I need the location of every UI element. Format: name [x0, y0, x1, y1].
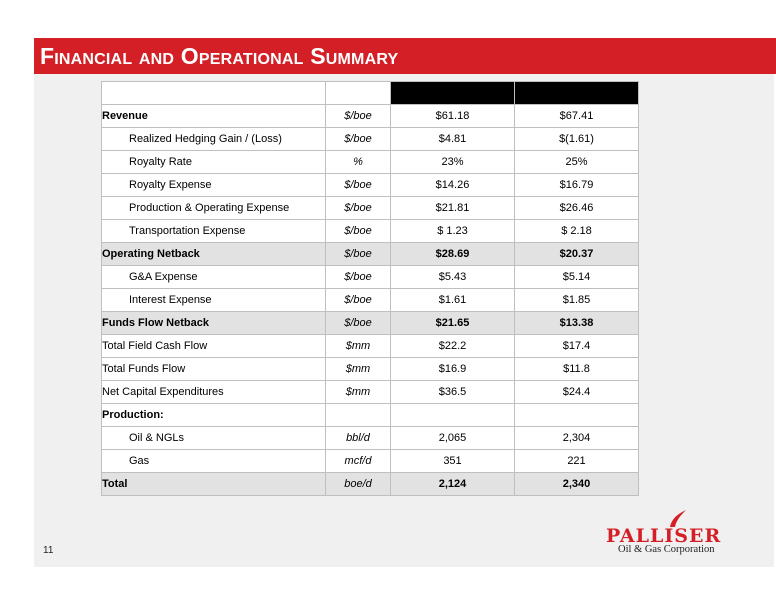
value-2013: $17.4 — [515, 335, 639, 358]
company-logo — [606, 508, 736, 558]
row-label: Realized Hedging Gain / (Loss) — [102, 128, 326, 151]
row-label: G&A Expense — [102, 266, 326, 289]
value-2013: 221 — [515, 450, 639, 473]
value-2012: $1.61 — [391, 289, 515, 312]
row-label: Total Funds Flow — [102, 358, 326, 381]
row-label: Royalty Expense — [102, 174, 326, 197]
table-row — [102, 381, 639, 404]
row-unit: $mm — [326, 381, 391, 404]
value-2012: $21.65 — [391, 312, 515, 335]
row-unit: $/boe — [326, 197, 391, 220]
value-2012: $36.5 — [391, 381, 515, 404]
table-row — [102, 197, 639, 220]
table-row — [102, 266, 639, 289]
table-row — [102, 128, 639, 151]
row-label: Funds Flow Netback — [102, 312, 326, 335]
row-unit: % — [326, 151, 391, 174]
value-2013: $24.4 — [515, 381, 639, 404]
row-label: Oil & NGLs — [102, 427, 326, 450]
row-unit: $mm — [326, 335, 391, 358]
table-row — [102, 450, 639, 473]
value-2013: 2,304 — [515, 427, 639, 450]
value-2012: $16.9 — [391, 358, 515, 381]
table-row-total — [102, 473, 639, 496]
value-2012: $14.26 — [391, 174, 515, 197]
row-unit: $/boe — [326, 174, 391, 197]
value-2013: $5.14 — [515, 266, 639, 289]
value-2013: $(1.61) — [515, 128, 639, 151]
value-2013 — [515, 404, 639, 427]
value-2012: $28.69 — [391, 243, 515, 266]
page-number: 11 — [43, 545, 54, 556]
row-unit: $/boe — [326, 105, 391, 128]
row-label: Transportation Expense — [102, 220, 326, 243]
header-blank-unit — [326, 82, 391, 105]
row-label: Production & Operating Expense — [102, 197, 326, 220]
row-label: Total Field Cash Flow — [102, 335, 326, 358]
value-2012: $4.81 — [391, 128, 515, 151]
row-unit: $/boe — [326, 289, 391, 312]
value-2012: 351 — [391, 450, 515, 473]
table-row — [102, 174, 639, 197]
logo-wordmark: PALLISER — [606, 525, 722, 547]
table-header-row — [102, 82, 639, 105]
page-title: Financial and Operational Summary — [40, 43, 399, 69]
row-label: Operating Netback — [102, 243, 326, 266]
value-2013: $11.8 — [515, 358, 639, 381]
value-2012: $ 1.23 — [391, 220, 515, 243]
row-unit: $mm — [326, 358, 391, 381]
header-blank-label — [102, 82, 326, 105]
row-label: Gas — [102, 450, 326, 473]
value-2013: 2,340 — [515, 473, 639, 496]
row-unit: bbl/d — [326, 427, 391, 450]
column-header-2013: 2013 Actual — [515, 82, 639, 105]
value-2012: $22.2 — [391, 335, 515, 358]
value-2012: 2,124 — [391, 473, 515, 496]
value-2012: 2,065 — [391, 427, 515, 450]
value-2012: $61.18 — [391, 105, 515, 128]
table-row — [102, 335, 639, 358]
table-row — [102, 220, 639, 243]
table-row-subtotal — [102, 243, 639, 266]
logo-subtitle: Oil & Gas Corporation — [618, 544, 715, 555]
value-2013: $ 2.18 — [515, 220, 639, 243]
column-header-2012: 2012 Actual — [391, 82, 515, 105]
row-label: Interest Expense — [102, 289, 326, 312]
value-2013: $13.38 — [515, 312, 639, 335]
value-2012: $5.43 — [391, 266, 515, 289]
row-unit: mcf/d — [326, 450, 391, 473]
value-2013: 25% — [515, 151, 639, 174]
title-bar — [34, 38, 776, 74]
table-row — [102, 151, 639, 174]
value-2013: $1.85 — [515, 289, 639, 312]
value-2013: $16.79 — [515, 174, 639, 197]
row-label: Royalty Rate — [102, 151, 326, 174]
row-unit: $/boe — [326, 128, 391, 151]
table-row-subtotal — [102, 312, 639, 335]
row-unit: $/boe — [326, 266, 391, 289]
row-label: Net Capital Expenditures — [102, 381, 326, 404]
value-2012 — [391, 404, 515, 427]
row-label: Revenue — [102, 105, 326, 128]
row-unit: $/boe — [326, 312, 391, 335]
row-label: Total — [102, 473, 326, 496]
table-row — [102, 358, 639, 381]
value-2012: $21.81 — [391, 197, 515, 220]
row-unit: $/boe — [326, 243, 391, 266]
value-2013: $26.46 — [515, 197, 639, 220]
table-row-section-header — [102, 404, 639, 427]
table-row — [102, 105, 639, 128]
summary-table — [101, 81, 639, 496]
value-2013: $20.37 — [515, 243, 639, 266]
table-row — [102, 427, 639, 450]
row-unit — [326, 404, 391, 427]
value-2012: 23% — [391, 151, 515, 174]
row-unit: boe/d — [326, 473, 391, 496]
table-row — [102, 289, 639, 312]
row-label: Production: — [102, 404, 326, 427]
value-2013: $67.41 — [515, 105, 639, 128]
row-unit: $/boe — [326, 220, 391, 243]
